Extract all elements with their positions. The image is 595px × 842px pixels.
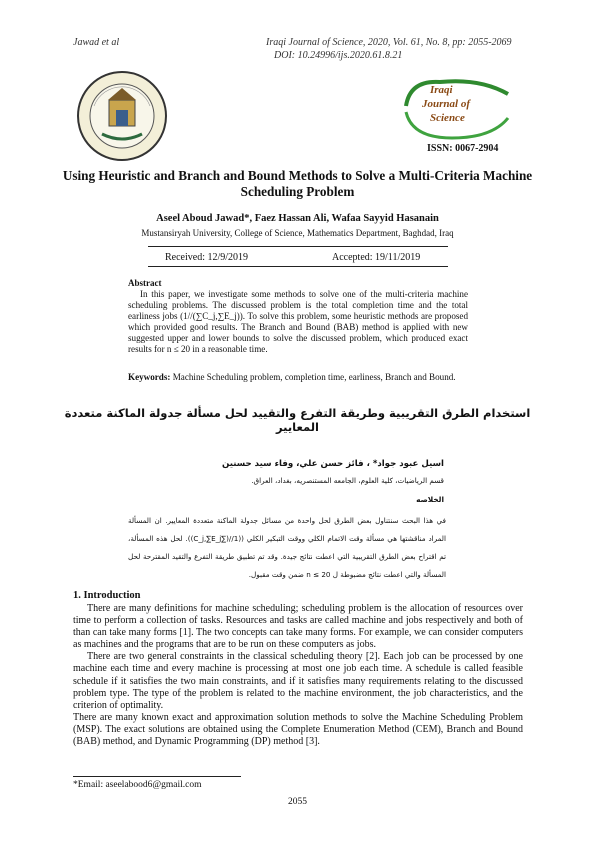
footnote-email: *Email: aseelabood6@gmail.com xyxy=(73,780,202,790)
divider xyxy=(148,266,448,267)
keywords-label: Keywords: xyxy=(128,372,171,382)
paragraph: There are two general constraints in the classical scheduling theory [2]. Each job can be processed by one machine each time and every machine is processing at most one job each time. A schedule is called feasible schedule if it satisfies the two main constraints, and if it satisfies many requirements relating to the discussed problem type. The type of the problem is related to the machine environment, the job characteristics, and the criterion of optimality. xyxy=(73,651,523,711)
arabic-abstract-heading: الخلاصه xyxy=(416,495,444,504)
abstract-heading: Abstract xyxy=(128,278,162,288)
footnote-rule xyxy=(73,776,241,777)
abstract-text: In this paper, we investigate some methods to solve one of the multi-criteria machine scheduling problems. The discussed problem is the total completion time and the total earliness jobs (1//(∑C_j,∑E_j)). To solve this problem, some heuristic methods are proposed which provided good results. The Branch and Bound (BAB) method is applied with new suggested upper and lower bounds to solve the discussed problem, which produced exact results for n ≤ 20 in a reasonable time. xyxy=(128,289,468,355)
arabic-title: استخدام الطرق التقريبية وطريقة التفرع والتقييد لحل مسألة جدولة الماكنة متعددة المعايير xyxy=(64,406,531,434)
intro-body xyxy=(73,603,523,748)
paper-title: Using Heuristic and Branch and Bound Methods to Solve a Multi-Criteria Machine Scheduling Problem xyxy=(62,168,533,199)
arabic-abstract-text: في هذا البحث سنتناول بعض الطرق لحل واحدة من مسائل جدولة الماكنة متعددة المعايير. ان المسألة المراد مناقشتها هي مسألة وقت الاتمام الكلي ووقت التبكير الكلي ((1//(∑C_j,∑E_j)). لحل هذه المسألة، تم اقتراح بعض الطرق التقريبية التي اعطت نتائج جيدة. وقد تم تطبيق طريقة التفرع والتقيد المقترحة لحل المسألة والتي اعطت نتائج مضبوطة ل n ≤ 20 ضمن وقت مقبول. xyxy=(128,516,446,579)
accepted-date: Accepted: 19/11/2019 xyxy=(332,252,421,263)
journal-logo-line2: Journal of xyxy=(422,98,470,110)
running-header-doi: DOI: 10.24996/ijs.2020.61.8.21 xyxy=(274,50,403,61)
arabic-affiliation: قسم الرياضيات، كلية العلوم، الجامعه المستنصريه، بغداد، العراق. xyxy=(251,476,444,485)
running-header-left: Jawad et al xyxy=(73,37,120,48)
authors: Aseel Aboud Jawad*, Faez Hassan Ali, Wafaa Sayyid Hasanain xyxy=(156,213,439,224)
affiliation: Mustansiryah University, College of Science, Mathematics Department, Baghdad, Iraq xyxy=(141,228,454,238)
arabic-authors: اسيل عبود جواد* ، فائز حسن علي، وفاء سيد حسنين xyxy=(221,459,444,469)
paragraph: There are many known exact and approximation solution methods to solve the Machine Scheduling Problem (MSP). The exact solutions are obtained using the Complete Enumeration Method (CEM), Branch and Bound (BAB) method, and Dynamic Programming (DP) method [3]. xyxy=(73,711,523,748)
paragraph: There are many definitions for machine scheduling; scheduling problem is the allocation of resources over time to perform a collection of tasks. Resources and tasks are called machine and jobs respectively and both of than can take many forms [1]. The two concepts can take many forms. For example, we can consider computers as machines and the programs that are to be run on these computers as jobs. xyxy=(73,603,523,651)
keywords xyxy=(128,372,468,383)
page-number: 2055 xyxy=(288,797,307,807)
divider xyxy=(148,246,448,247)
journal-logo-line1: Iraqi xyxy=(430,84,453,96)
section-heading: 1. Introduction xyxy=(73,590,141,601)
issn: ISSN: 0067-2904 xyxy=(427,143,499,154)
journal-logo-line3: Science xyxy=(430,112,465,124)
received-date: Received: 12/9/2019 xyxy=(165,252,249,263)
keywords-text: Machine Scheduling problem, completion time, earliness, Branch and Bound. xyxy=(172,372,456,382)
running-header-journal: Iraqi Journal of Science, 2020, Vol. 61, No. 8, pp: 2055-2069 xyxy=(266,37,512,48)
university-seal-logo xyxy=(72,66,172,166)
journal-logo xyxy=(400,76,515,142)
